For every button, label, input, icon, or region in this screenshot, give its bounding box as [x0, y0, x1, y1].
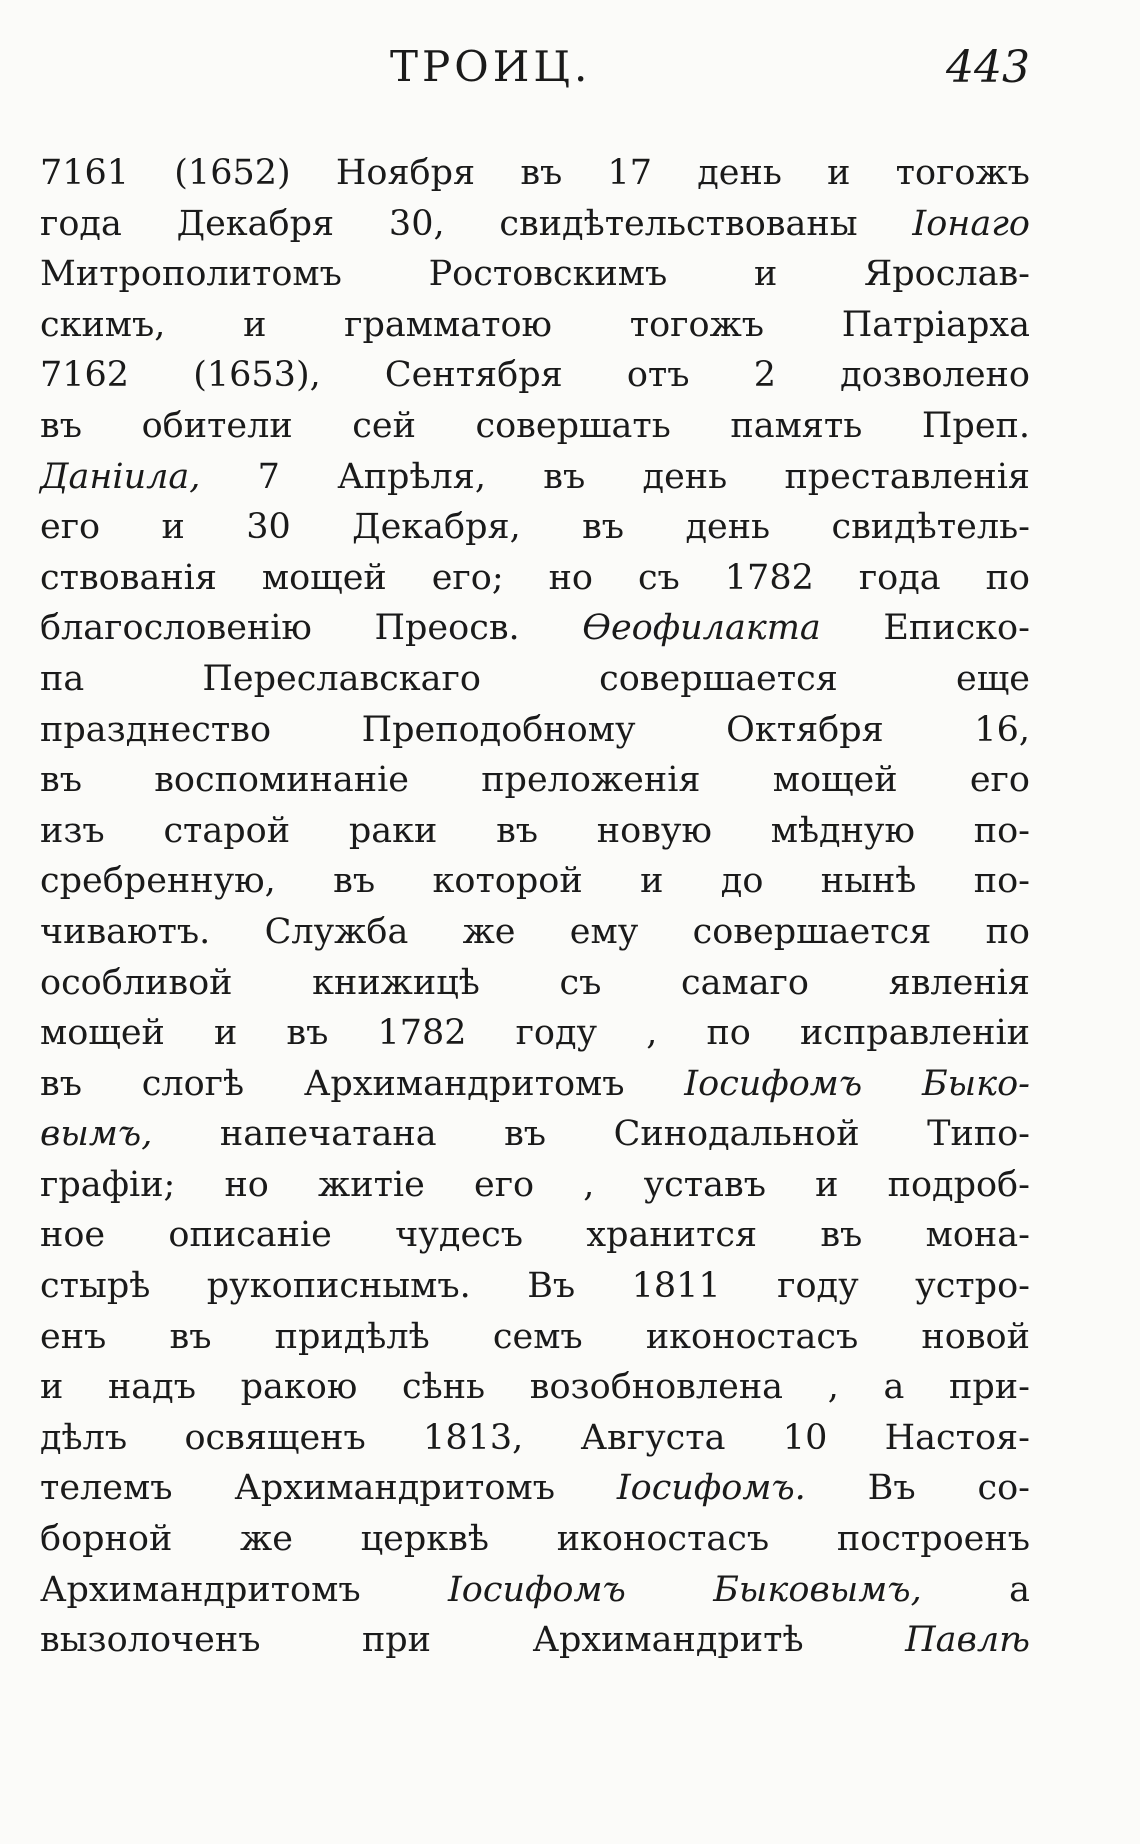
text-line [40, 502, 1030, 553]
word: тогожъ [629, 304, 765, 345]
word: 10 [782, 1417, 828, 1458]
word: въ [286, 1013, 329, 1054]
word: въ [40, 760, 82, 801]
text-line [40, 249, 1030, 300]
word: день [685, 507, 771, 548]
word: , [827, 1367, 839, 1408]
text-line [40, 1413, 1030, 1464]
word: но [224, 1164, 269, 1205]
word: сребренную, [40, 861, 276, 902]
word: но [548, 557, 593, 598]
word: уставъ [643, 1164, 766, 1205]
word: день [642, 456, 728, 497]
word: которой [432, 861, 583, 902]
word: день [697, 153, 782, 193]
word: 2 [753, 355, 776, 396]
word: года [858, 557, 941, 598]
text-line [40, 1565, 1030, 1616]
word: Служба [264, 911, 409, 952]
text-line [40, 401, 1030, 452]
word: (1653), [193, 355, 321, 396]
italic-word: Даніила, [40, 456, 201, 497]
word: Ноября [335, 153, 476, 193]
running-head [40, 42, 1030, 102]
word: борной [40, 1519, 173, 1560]
word: же [240, 1519, 293, 1560]
word: совершать [475, 405, 671, 446]
text-line [40, 755, 1030, 806]
text-line [40, 148, 1030, 199]
word: сей [352, 405, 416, 446]
word: Сентября [384, 355, 563, 396]
text-line [40, 1362, 1030, 1413]
text-line [40, 1312, 1030, 1363]
word: 17 [607, 153, 653, 193]
word: его [474, 1164, 535, 1205]
word: въ [543, 456, 586, 497]
word: особливой [40, 962, 233, 1003]
text-line [40, 1261, 1030, 1312]
word: и [815, 1164, 839, 1205]
text-line [40, 553, 1030, 604]
word: Декабря [176, 203, 335, 244]
word: по [706, 1013, 751, 1054]
word: скимъ, [40, 304, 166, 345]
word: книжицѣ [312, 962, 480, 1003]
word: въ [520, 153, 563, 193]
word: Въ [867, 1468, 916, 1509]
word: по [985, 557, 1030, 598]
word: Митрополитомъ [40, 254, 342, 295]
word: ему [569, 911, 639, 952]
word: память [730, 405, 863, 446]
word: новой [921, 1316, 1030, 1357]
word: отъ [626, 355, 690, 396]
word: 1813, [423, 1417, 524, 1458]
word: и [753, 254, 778, 295]
word: благословенію [40, 608, 312, 649]
text-line [40, 199, 1030, 250]
word: году [777, 1266, 859, 1307]
word: свидѣтельствованы [499, 203, 858, 244]
word: въ [504, 1114, 547, 1155]
text-line [40, 300, 1030, 351]
word: изъ [40, 810, 105, 851]
word: хранится [586, 1215, 758, 1256]
word: 7162 [40, 355, 130, 396]
word: Преосв. [374, 608, 520, 649]
word: новую [596, 810, 712, 851]
word: 7161 [40, 153, 130, 193]
word: дѣлъ [40, 1417, 128, 1458]
italic-word: Іонаго [912, 203, 1030, 244]
italic-word: Іосифомъ [684, 1063, 863, 1104]
word: Архимандритомъ [303, 1063, 625, 1104]
word: Декабря, [352, 507, 521, 548]
word: преставленія [784, 456, 1030, 497]
word: совершается [692, 911, 932, 952]
word: Августа [580, 1417, 726, 1458]
word: нынѣ [820, 861, 917, 902]
italic-word: Іосифомъ [447, 1569, 626, 1610]
word: житіе [318, 1164, 425, 1205]
word: Преп. [921, 405, 1030, 446]
word: Архимандритомъ [234, 1468, 555, 1509]
word: графіи; [40, 1164, 176, 1205]
word: а [1009, 1569, 1030, 1610]
word: напечатана [219, 1114, 437, 1155]
word: и [640, 861, 664, 902]
text-line [40, 1463, 1030, 1514]
word: Апрѣля, [337, 456, 486, 497]
word: еще [956, 658, 1030, 699]
word: самаго [681, 962, 809, 1003]
word: мощей [261, 557, 387, 598]
word: 7 [257, 456, 280, 497]
word: Синодальной [613, 1114, 860, 1155]
word: исправленіи [799, 1013, 1030, 1054]
word: Типо- [927, 1114, 1030, 1155]
word: устро- [915, 1266, 1030, 1307]
text-line [40, 350, 1030, 401]
word: Архимандритомъ [40, 1569, 361, 1610]
page-number: 443 [946, 42, 1030, 93]
word: церквѣ [360, 1519, 489, 1560]
word: старой [163, 810, 291, 851]
word: 30 [246, 507, 291, 548]
word: слогѣ [141, 1063, 245, 1104]
word: освященъ [184, 1417, 366, 1458]
word: и [161, 507, 185, 548]
word: дозволено [840, 355, 1030, 396]
word: Патріарха [841, 304, 1030, 345]
text-line [40, 1160, 1030, 1211]
word: енъ [40, 1316, 107, 1357]
word: тогожъ [895, 153, 1030, 193]
text-line [40, 452, 1030, 503]
word: возобновлена [529, 1367, 784, 1408]
text-line [40, 1514, 1030, 1565]
word: Въ [527, 1266, 576, 1307]
text-line [40, 603, 1030, 654]
text-line [40, 1615, 1030, 1666]
word: мона- [925, 1215, 1030, 1256]
word: по- [973, 810, 1030, 851]
word: въ [582, 507, 625, 548]
word: по [985, 911, 1030, 952]
word: Ростовскимъ [428, 254, 668, 295]
word: свидѣтель- [831, 507, 1030, 548]
word: вызолоченъ [40, 1620, 261, 1661]
word: его [969, 760, 1030, 801]
word: телемъ [40, 1468, 173, 1509]
word: описаніе [168, 1215, 332, 1256]
italic-word: Быковымъ, [713, 1569, 922, 1610]
word: семъ [492, 1316, 583, 1357]
word: въ [40, 1063, 82, 1104]
italic-word: Павлѣ [905, 1620, 1030, 1661]
word: чудесъ [395, 1215, 524, 1256]
word: построенъ [836, 1519, 1030, 1560]
word: Еписко- [883, 608, 1030, 649]
word: Настоя- [884, 1417, 1030, 1458]
word: по- [973, 861, 1030, 902]
word: 1782 [377, 1013, 467, 1054]
word: , [583, 1164, 595, 1205]
word: грамматою [344, 304, 553, 345]
word: надъ [107, 1367, 196, 1408]
word: Преподобному [361, 709, 636, 750]
word: иконостасъ [645, 1316, 859, 1357]
word: до [720, 861, 764, 902]
word: (1652) [174, 153, 291, 193]
word: Октября [726, 709, 884, 750]
word: Ярослав- [864, 254, 1030, 295]
word: ракою [240, 1367, 358, 1408]
word: чиваютъ. [40, 911, 211, 952]
word: года [40, 203, 122, 244]
word: мѣдную [770, 810, 915, 851]
word: совершается [599, 658, 838, 699]
word: при- [949, 1367, 1030, 1408]
word: его [40, 507, 101, 548]
text-line [40, 1109, 1030, 1160]
word: 30, [388, 203, 445, 244]
word: раки [348, 810, 438, 851]
word: съ [559, 962, 602, 1003]
word: празднество [40, 709, 272, 750]
text-line [40, 654, 1030, 705]
text-line [40, 856, 1030, 907]
text-line [40, 907, 1030, 958]
word: и [827, 153, 851, 193]
word: Архимандритѣ [532, 1620, 804, 1661]
word: при [361, 1620, 431, 1661]
word: мощей [772, 760, 898, 801]
word: явленія [888, 962, 1030, 1003]
text-line [40, 806, 1030, 857]
word: же [462, 911, 516, 952]
word: съ [637, 557, 680, 598]
text-line [40, 1008, 1030, 1059]
word: и [243, 304, 267, 345]
word: въ [40, 405, 82, 446]
word: его; [431, 557, 504, 598]
italic-word: Быко- [921, 1063, 1030, 1104]
italic-word: вымъ, [40, 1114, 153, 1155]
word: 1811 [631, 1266, 721, 1307]
word: стырѣ [40, 1266, 151, 1307]
word: подроб- [887, 1164, 1030, 1205]
word: преложенія [481, 760, 701, 801]
text-line [40, 958, 1030, 1009]
word: Переславскаго [202, 658, 481, 699]
word: воспоминаніе [154, 760, 409, 801]
word: мощей [40, 1013, 165, 1054]
word: придѣлѣ [274, 1316, 430, 1357]
word: со- [977, 1468, 1030, 1509]
word: , [646, 1013, 658, 1054]
word: обители [141, 405, 293, 446]
word: рукописнымъ. [206, 1266, 471, 1307]
text-line [40, 1059, 1030, 1110]
word: а [883, 1367, 905, 1408]
word: иконостасъ [556, 1519, 770, 1560]
word: въ [169, 1316, 212, 1357]
text-line [40, 1210, 1030, 1261]
italic-word: Іосифомъ. [616, 1468, 806, 1509]
word: сѣнь [402, 1367, 486, 1408]
word: па [40, 658, 85, 699]
italic-word: Ѳеофилакта [582, 608, 821, 649]
text-line [40, 705, 1030, 756]
word: въ [333, 861, 376, 902]
body-text [40, 148, 1030, 1666]
word: ствованія [40, 557, 217, 598]
word: въ [496, 810, 539, 851]
word: въ [820, 1215, 863, 1256]
running-title: ТРОИЦ. [390, 42, 592, 91]
word: году [515, 1013, 598, 1054]
word: 16, [974, 709, 1030, 750]
word: 1782 [724, 557, 814, 598]
word: и [40, 1367, 64, 1408]
word: ное [40, 1215, 106, 1256]
word: и [213, 1013, 238, 1054]
